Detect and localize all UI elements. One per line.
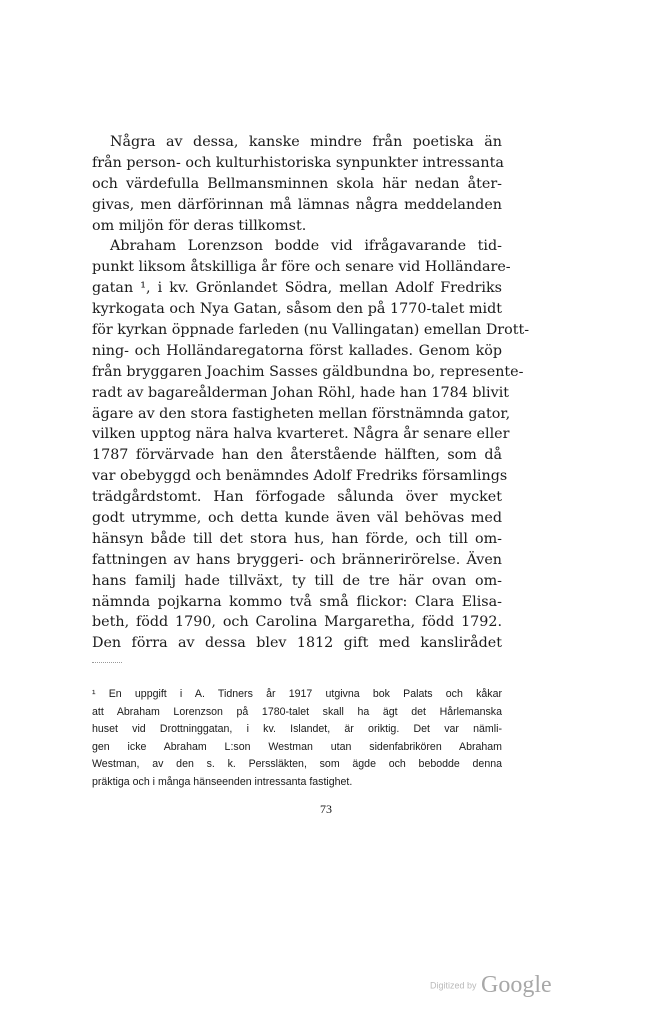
body-line: ning- och Holländaregatorna först kallades. Genom köp <box>92 342 502 359</box>
body-line: punkt liksom åtskilliga år före och senare vid Holländare- <box>92 259 511 276</box>
body-line: nämnda pojkarna kommo två små flickor: Clara Elisa- <box>92 593 502 610</box>
body-line: fattningen av hans bryggeri- och brännerirörelse. Även <box>92 551 502 568</box>
body-line: vilken upptog nära halva kvarteret. Några år senare eller <box>92 426 510 443</box>
body-line: radt av bagareålderman Johan Röhl, hade han 1784 blivit <box>92 384 510 401</box>
footnote-line: präktiga och i många hänseenden intressanta fastighet. <box>92 775 353 788</box>
footnote-line: huset vid Drottninggatan, i kv. Islandet, är oriktig. Det var nämli- <box>92 723 502 736</box>
body-line: godt utrymme, och detta kunde även väl behövas med <box>92 510 502 527</box>
footnote-line: gen icke Abraham L:son Westman utan sidenfabrikören Abraham <box>92 740 502 753</box>
body-text <box>92 132 530 654</box>
body-line: kyrkogata och Nya Gatan, såsom den på 1770-talet midt <box>92 301 502 318</box>
body-line: hans familj hade tillväxt, ty till de tre här ovan om- <box>92 572 502 589</box>
body-line: trädgårdstomt. Han förfogade sålunda över mycket <box>92 489 502 506</box>
body-line: Abraham Lorenzson bodde vid ifrågavarande tid- <box>110 238 502 255</box>
body-line: från person- och kulturhistoriska synpunkter intressanta <box>92 154 504 171</box>
body-line: ägare av den stora fastigheten mellan förstnämnda gator, <box>92 405 511 422</box>
body-line: Den förra av dessa blev 1812 gift med kanslirådet <box>92 635 502 652</box>
footnotes <box>92 686 502 792</box>
body-line: hänsyn både till det stora hus, han förde, och till om- <box>92 530 502 547</box>
body-line: Några av dessa, kanske mindre från poetiska än <box>110 134 502 150</box>
body-line: beth, född 1790, och Carolina Margaretha, född 1792. <box>92 614 502 631</box>
footnote-line: Westman, av den s. k. Perssläkten, som ägde och bebodde denna <box>92 758 502 771</box>
body-line: och värdefulla Bellmansminnen skola här nedan åter- <box>92 175 502 192</box>
body-line: var obebyggd och benämndes Adolf Fredriks församlings <box>92 468 508 485</box>
page-number: 73 <box>320 802 332 816</box>
body-line: om miljön för deras tillkomst. <box>92 217 307 234</box>
watermark-prefix: Digitized by <box>430 980 477 991</box>
body-line: 1787 förvärvade han den återstående hälften, som då <box>92 447 502 464</box>
footnote-line: att Abraham Lorenzson på 1780-talet skall ha ägt det Hårlemanska <box>92 705 502 718</box>
footnote-separator <box>92 662 122 663</box>
footnote-line: ¹ En uppgift i A. Tidners år 1917 utgivna bok Palats och kåkar <box>92 688 502 700</box>
digitized-watermark <box>430 972 552 999</box>
watermark-brand: Google <box>480 972 552 998</box>
body-line: för kyrkan öppnade farleden (nu Vallingatan) emellan Drott- <box>92 322 530 339</box>
body-line: givas, men därförinnan må lämnas några meddelanden <box>92 196 502 213</box>
body-line: gatan ¹, i kv. Grönlandet Södra, mellan Adolf Fredriks <box>92 280 502 297</box>
body-line: från bryggaren Joachim Sasses gäldbundna bo, represente- <box>92 363 524 380</box>
